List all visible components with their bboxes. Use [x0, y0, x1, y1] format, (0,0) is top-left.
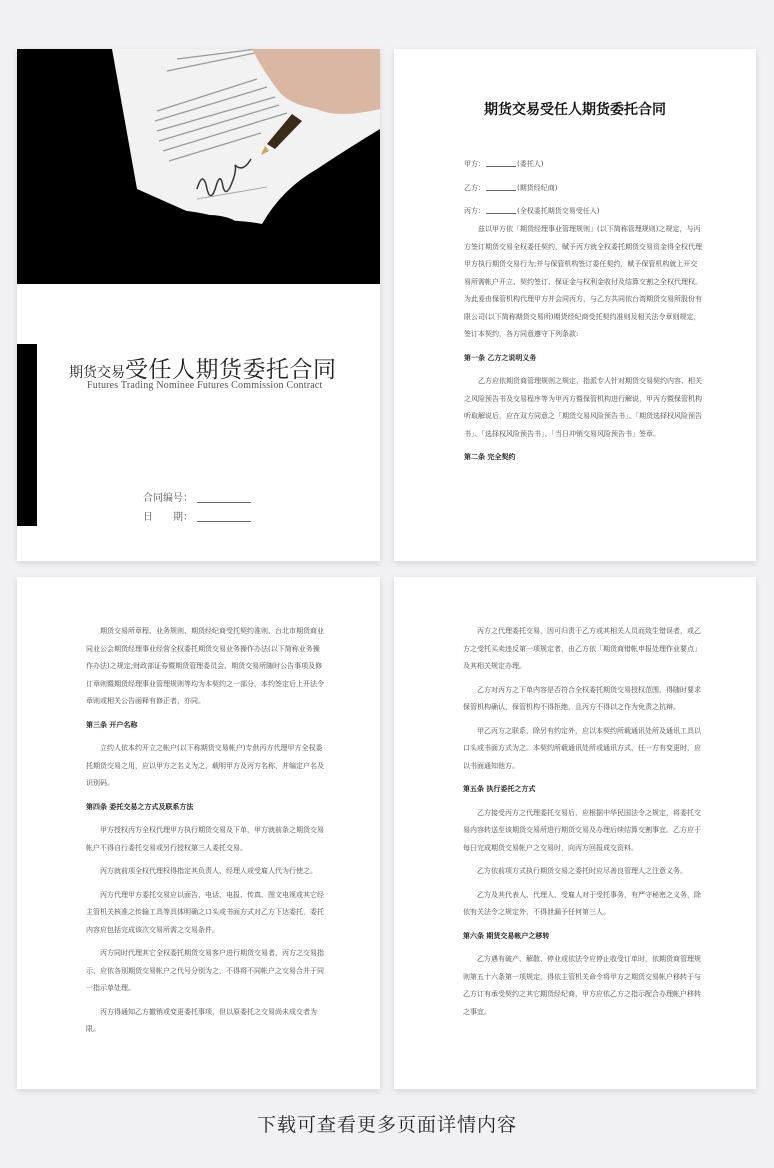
party-b-label: 乙方： [464, 184, 485, 192]
cover-side-bar [17, 344, 37, 526]
article-4-paragraph: 丙方代理甲方委托交易应以面告、电话、电报、传真、图文电视或其它经主管机关核准之传输工具等具体明确之口头或书面方式对乙方下达委托，委托内容应包括完成该次交易所需之交易条件。 [86, 890, 324, 934]
contract-number-label: 合同编号： [143, 493, 193, 504]
party-a-blank [486, 166, 516, 167]
article-2-heading: 第二条 完全契约 [464, 453, 516, 461]
paragraph: 丙方之代理委托交易，因可归责于乙方或其相关人员而致生错误者，或乙方之受托买卖违反第一项规定者，由乙方依「期货商错帐申报处理作业要点」及其相关规定办理。 [463, 627, 701, 670]
cover-title-small: 期货交易 [69, 365, 125, 381]
article-5-paragraph: 乙方及其代表人、代理人、受雇人对于受托事务，有严守秘密之义务，除依有关法令之规定外，不得泄漏予任何第三人。 [463, 890, 701, 916]
party-c-label: 丙方： [464, 207, 485, 215]
article-6-paragraph: 乙方遇有破产、解散、停业或依法令应停止收受订单时，依期货商管理规则第五十六条第一项规定，得依主管机关命令将甲方之期货交易帐户移转于与乙方订有承受契约之其它期货经纪商，甲方应依乙方之指示配合办理帐户移转之事宜。 [463, 955, 701, 1016]
article-6-heading: 第六条 期货交易帐户之移转 [463, 931, 550, 940]
cover-title-big: 受任人期货委托合同 [125, 357, 337, 383]
contract-body [463, 623, 703, 1021]
contract-title: 期货交易受任人期货委托合同 [484, 102, 666, 118]
article-5-heading: 第五条 执行委托之方式 [463, 785, 536, 793]
article-4-paragraph: 丙方同时代理其它全权委托期货交易客户进行期货交易者，丙方之交易指示、应依各别期货交易帐户之代号分别为之，不得将不同帐户之交易合并于同一指示单处理。 [86, 949, 324, 992]
contract-page-3 [17, 577, 380, 1089]
paragraph: 甲乙丙方之联系，除另有约定外，应以本契约所载通讯处所及通讯工具以口头或书面方式为之。本契约所载通讯处所或通讯方式，任一方有变更时，应以书面通知他方。 [463, 726, 701, 770]
article-4-paragraph: 丙方得通知乙方撤销或变更委托事项，但以原委托之交易尚未成交者为限。 [86, 1007, 317, 1033]
article-1-body: 乙方应依期货商管理规则之规定，指派专人针对期货交易契约内容、相关之风险预告书及交易程序等为甲丙方暨保管机构进行解说，甲丙方暨保管机构听取解说后，应在双方同意之「期货交易风险预告书」、「期货选择权风险预告书」、「选择权风险预告书」、「当日冲销交易风险预告书」签章。 [464, 377, 702, 438]
party-c-role: (全权委托期货交易受任人) [517, 207, 600, 215]
party-a [464, 159, 543, 169]
download-more-caption: 下载可查看更多页面详情内容 [256, 1114, 517, 1136]
article-5-paragraph: 乙方依前项方式执行期货交易之委托时应尽善良管理人之注意义务。 [477, 867, 687, 875]
contract-body [464, 221, 704, 473]
party-b [464, 183, 557, 193]
cover-page [17, 49, 380, 561]
date-label: 日 期： [143, 512, 193, 523]
cover-photo-handshake-signing [17, 49, 380, 284]
article-3-body: 立约人依本约开立之帐户(以下称期货交易帐户)专供丙方代理甲方全权委托期货交易之用，应以甲方之名义为之，载明甲方及丙方名称，并编定户名及识别码。 [86, 744, 324, 787]
article-4-paragraph: 甲方授权丙方全权代理甲方执行期货交易及下单，甲方就前条之期货交易帐户不得自行委托交易或另行授权第三人委托交易。 [86, 826, 324, 852]
article-4-paragraph: 丙方就前项全权代理权得指定其负责人、经理人或受雇人代为行使之。 [100, 867, 317, 875]
article-1-heading: 第一条 乙方之说明义务 [464, 353, 537, 362]
article-4-heading: 第四条 委托交易之方式及联系方法 [86, 802, 194, 811]
intro-paragraph: 兹以甲方依「期货经理事业管理规则」(以下简称管理规则)之规定，与丙方签订期货交易全权委任契约，赋予丙方就全权委托期货交易资金得全权代理甲方执行期货交易行为;并与保管机构签订委任契约，赋予保管机构就上开交易所需帐户开立、契约签订、保证金与权利金收付及结算交割之全权代理权。为此爰由保管机构代理甲方并会同丙方，与乙方共同依台湾期货交易所股份有限公司(以下简称期货交易所)期货经纪商受托契约准则及相关法令章则规定，签订本契约，各方同意遵守下列条款: [464, 225, 702, 338]
date-field [143, 508, 251, 523]
party-a-role: (委托人) [517, 160, 544, 168]
contract-body [86, 623, 326, 1039]
article-5-paragraph: 乙方接受丙方之代理委托交易后，应根据中华民国法令之规定，将委托交易内容转送至该期货交易所进行期货交易及办理后续结算交割事宜。乙方应于每日完成期货交易帐户之交易时，向丙方回报成交资料。 [463, 808, 701, 852]
paragraph: 期货交易所章程、业务规则、期货经纪商受托契约准则、台北市期货商业同业公会期货经理事业经营全权委托期货交易业务操作办法(以下简称业务操作办法)之规定;财政部证券暨期货管理委员会、期货交易所随时公告事项及修订章则暨期货经理事业管理规则等均为本契约之一部分，本约签定后上开法令章则或相关公告函释有修正者，亦同。 [86, 627, 324, 705]
date-blank [197, 521, 251, 522]
cover-subtitle: Futures Trading Nominee Futures Commission Contract [87, 380, 323, 391]
contract-number-field [143, 489, 251, 504]
party-a-label: 甲方： [464, 160, 485, 168]
contract-page-2 [394, 49, 756, 561]
contract-number-blank [197, 502, 251, 503]
party-c-blank [486, 213, 516, 214]
article-3-heading: 第三条 开户名称 [86, 720, 138, 729]
party-b-blank [486, 190, 516, 191]
party-c [464, 206, 599, 216]
contract-page-4 [394, 577, 756, 1089]
party-b-role: (期货经纪商) [517, 184, 558, 192]
paragraph: 乙方对丙方之下单内容是否符合全权委托期货交易授权范围，得随时要求保管机构确认，保管机构不得拒绝，且丙方不得以之作为免责之抗辩。 [463, 685, 701, 711]
